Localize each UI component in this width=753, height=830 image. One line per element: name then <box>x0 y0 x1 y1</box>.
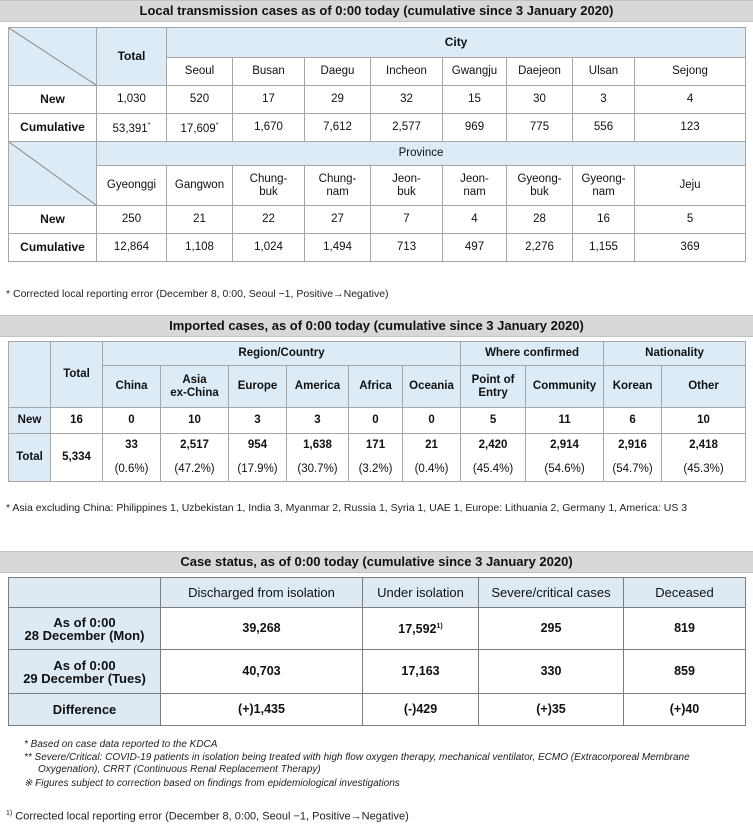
row-label: Total <box>9 434 51 482</box>
city-name: Incheon <box>371 58 443 86</box>
imported-table <box>8 341 746 482</box>
imported-note: * Asia excluding China: Philippines 1, Uzbekistan 1, India 3, Myanmar 2, Russia 1, Syria 1, UAE 1, Europe: Lithuania 2, Germany 1, America: US 3 <box>6 502 688 514</box>
cell: 21 <box>403 434 461 458</box>
cell: 171 <box>349 434 403 458</box>
blank-header <box>9 578 161 608</box>
cell: 954 <box>229 434 287 458</box>
cell: 1,108 <box>167 234 233 262</box>
cell: 17,163 <box>363 650 479 694</box>
col-header: Deceased <box>624 578 746 608</box>
city-header: City <box>167 28 746 58</box>
city-name: Sejong <box>635 58 746 86</box>
cell: 3 <box>573 86 635 114</box>
pct-cell: (45.3%) <box>662 458 746 482</box>
cell <box>167 114 233 142</box>
cell: 7,612 <box>305 114 371 142</box>
imported-new-row <box>9 408 746 434</box>
province-name: Gyeong- buk <box>507 166 573 206</box>
footnote-mark: 1) <box>436 623 443 631</box>
status-header-row <box>9 578 746 608</box>
imported-total-row <box>9 434 746 458</box>
cell <box>97 114 167 142</box>
row-label: New <box>9 408 51 434</box>
cell: 2,418 <box>662 434 746 458</box>
corner-cell <box>9 28 97 86</box>
imported-cols-row <box>9 366 746 408</box>
cell: 0 <box>103 408 161 434</box>
province-name: Gangwon <box>167 166 233 206</box>
cell: 11 <box>526 408 604 434</box>
pct-cell: (47.2%) <box>161 458 229 482</box>
cell: 497 <box>443 234 507 262</box>
row-label: New <box>9 206 97 234</box>
col-header: China <box>103 366 161 408</box>
cell: 40,703 <box>161 650 363 694</box>
city-name: Daejeon <box>507 58 573 86</box>
col-header: Other <box>662 366 746 408</box>
cell: 1,030 <box>97 86 167 114</box>
pct-cell: (17.9%) <box>229 458 287 482</box>
province-name: Jeju <box>635 166 746 206</box>
where-header: Where confirmed <box>461 342 604 366</box>
cell: 969 <box>443 114 507 142</box>
cell-value: 17,592 <box>398 622 437 637</box>
cell-value: 17,609 <box>180 122 216 135</box>
star-mark: * <box>147 122 151 130</box>
cell: 2,517 <box>161 434 229 458</box>
cell-value: 53,391 <box>112 122 148 135</box>
cell: 6 <box>604 408 662 434</box>
local-table <box>8 27 746 262</box>
row-label: As of 0:00 29 December (Tues) <box>9 650 161 694</box>
status-footnote <box>6 808 409 823</box>
city-name: Daegu <box>305 58 371 86</box>
imported-pct-row <box>9 458 746 482</box>
status-note-1: * Based on case data reported to the KDCA <box>24 739 218 750</box>
cell: 27 <box>305 206 371 234</box>
city-name: Seoul <box>167 58 233 86</box>
nationality-header: Nationality <box>604 342 746 366</box>
cell: 123 <box>635 114 746 142</box>
status-title: Case status, as of 0:00 today (cumulative since 3 January 2020) <box>0 551 753 573</box>
cell: 2,276 <box>507 234 573 262</box>
pct-cell: (54.6%) <box>526 458 604 482</box>
cell: 1,638 <box>287 434 349 458</box>
pct-cell: (45.4%) <box>461 458 526 482</box>
cell: (+)35 <box>479 694 624 726</box>
cell: 330 <box>479 650 624 694</box>
province-header: Province <box>97 142 746 166</box>
cell: 3 <box>287 408 349 434</box>
city-name: Gwangju <box>443 58 507 86</box>
city-name: Ulsan <box>573 58 635 86</box>
cell: 16 <box>51 408 103 434</box>
pct-cell: (3.2%) <box>349 458 403 482</box>
province-name: Gyeong- nam <box>573 166 635 206</box>
col-header: Under isolation <box>363 578 479 608</box>
row-label: Difference <box>9 694 161 726</box>
status-row <box>9 694 746 726</box>
cell: 1,494 <box>305 234 371 262</box>
cell: (-)429 <box>363 694 479 726</box>
cell: 29 <box>305 86 371 114</box>
province-names-row <box>9 166 746 206</box>
cell: 39,268 <box>161 608 363 650</box>
region-header: Region/Country <box>103 342 461 366</box>
cell: 2,577 <box>371 114 443 142</box>
cell: 30 <box>507 86 573 114</box>
status-note-3: ※ Figures subject to correction based on findings from epidemiological investigations <box>24 778 400 789</box>
col-header: Oceania <box>403 366 461 408</box>
row-label: New <box>9 86 97 114</box>
col-header: Asia ex-China <box>161 366 229 408</box>
col-header: Europe <box>229 366 287 408</box>
cell: 33 <box>103 434 161 458</box>
cell: 2,916 <box>604 434 662 458</box>
total-header: Total <box>97 28 167 86</box>
cell: 713 <box>371 234 443 262</box>
cell: (+)40 <box>624 694 746 726</box>
status-note-2: ** Severe/Critical: COVID-19 patients in isolation being treated with high flow oxygen therapy, mechanical ventilator, ECMO (Extracorporeal Membrane Oxygenation), CRRT (Continuous Renal Replacement Therapy) <box>24 752 690 775</box>
col-header: Korean <box>604 366 662 408</box>
footnote-mark: 1) <box>6 810 13 817</box>
cell: 2,914 <box>526 434 604 458</box>
city-name: Busan <box>233 58 305 86</box>
cell: 819 <box>624 608 746 650</box>
province-name: Chung- nam <box>305 166 371 206</box>
cell: 1,024 <box>233 234 305 262</box>
province-name: Gyeonggi <box>97 166 167 206</box>
cell: 520 <box>167 86 233 114</box>
cell: 5 <box>461 408 526 434</box>
col-header: Community <box>526 366 604 408</box>
local-title: Local transmission cases as of 0:00 today (cumulative since 3 January 2020) <box>0 0 753 22</box>
cell <box>363 608 479 650</box>
col-header: Point of Entry <box>461 366 526 408</box>
corner-cell <box>9 142 97 206</box>
province-name: Jeon- nam <box>443 166 507 206</box>
cell: 4 <box>635 86 746 114</box>
province-name: Chung- buk <box>233 166 305 206</box>
total-header: Total <box>51 342 103 408</box>
col-header: America <box>287 366 349 408</box>
province-name: Jeon- buk <box>371 166 443 206</box>
star-mark: * <box>215 122 219 130</box>
cell: 32 <box>371 86 443 114</box>
cell: 12,864 <box>97 234 167 262</box>
cell: 22 <box>233 206 305 234</box>
cell: 3 <box>229 408 287 434</box>
row-label: Cumulative <box>9 234 97 262</box>
col-header: Discharged from isolation <box>161 578 363 608</box>
cell: 556 <box>573 114 635 142</box>
cell: 21 <box>167 206 233 234</box>
cell: 5,334 <box>51 434 103 482</box>
status-row <box>9 608 746 650</box>
cell: 250 <box>97 206 167 234</box>
pct-cell: (30.7%) <box>287 458 349 482</box>
status-table <box>8 577 746 726</box>
city-cum-row <box>9 114 746 142</box>
cell: 28 <box>507 206 573 234</box>
cell: 10 <box>662 408 746 434</box>
pct-cell: (0.4%) <box>403 458 461 482</box>
blank-header <box>9 342 51 408</box>
cell: 1,155 <box>573 234 635 262</box>
cell: 5 <box>635 206 746 234</box>
footnote-text: Corrected local reporting error (December 8, 0:00, Seoul −1, Positive→Negative) <box>15 810 409 823</box>
col-header: Africa <box>349 366 403 408</box>
cell: 15 <box>443 86 507 114</box>
local-note: * Corrected local reporting error (December 8, 0:00, Seoul −1, Positive→Negative) <box>6 288 389 300</box>
province-cum-row <box>9 234 746 262</box>
cell: 7 <box>371 206 443 234</box>
cell: 2,420 <box>461 434 526 458</box>
cell: 295 <box>479 608 624 650</box>
cell: 0 <box>349 408 403 434</box>
row-label: Cumulative <box>9 114 97 142</box>
city-new-row <box>9 86 746 114</box>
cell: 0 <box>403 408 461 434</box>
cell: 1,670 <box>233 114 305 142</box>
pct-cell: (54.7%) <box>604 458 662 482</box>
cell: 859 <box>624 650 746 694</box>
status-row <box>9 650 746 694</box>
imported-title: Imported cases, as of 0:00 today (cumulative since 3 January 2020) <box>0 315 753 337</box>
row-label: As of 0:00 28 December (Mon) <box>9 608 161 650</box>
cell: 4 <box>443 206 507 234</box>
cell: 369 <box>635 234 746 262</box>
pct-cell: (0.6%) <box>103 458 161 482</box>
cell: 17 <box>233 86 305 114</box>
cell: 10 <box>161 408 229 434</box>
province-new-row <box>9 206 746 234</box>
cell: 775 <box>507 114 573 142</box>
col-header: Severe/critical cases <box>479 578 624 608</box>
cell: (+)1,435 <box>161 694 363 726</box>
cell: 16 <box>573 206 635 234</box>
